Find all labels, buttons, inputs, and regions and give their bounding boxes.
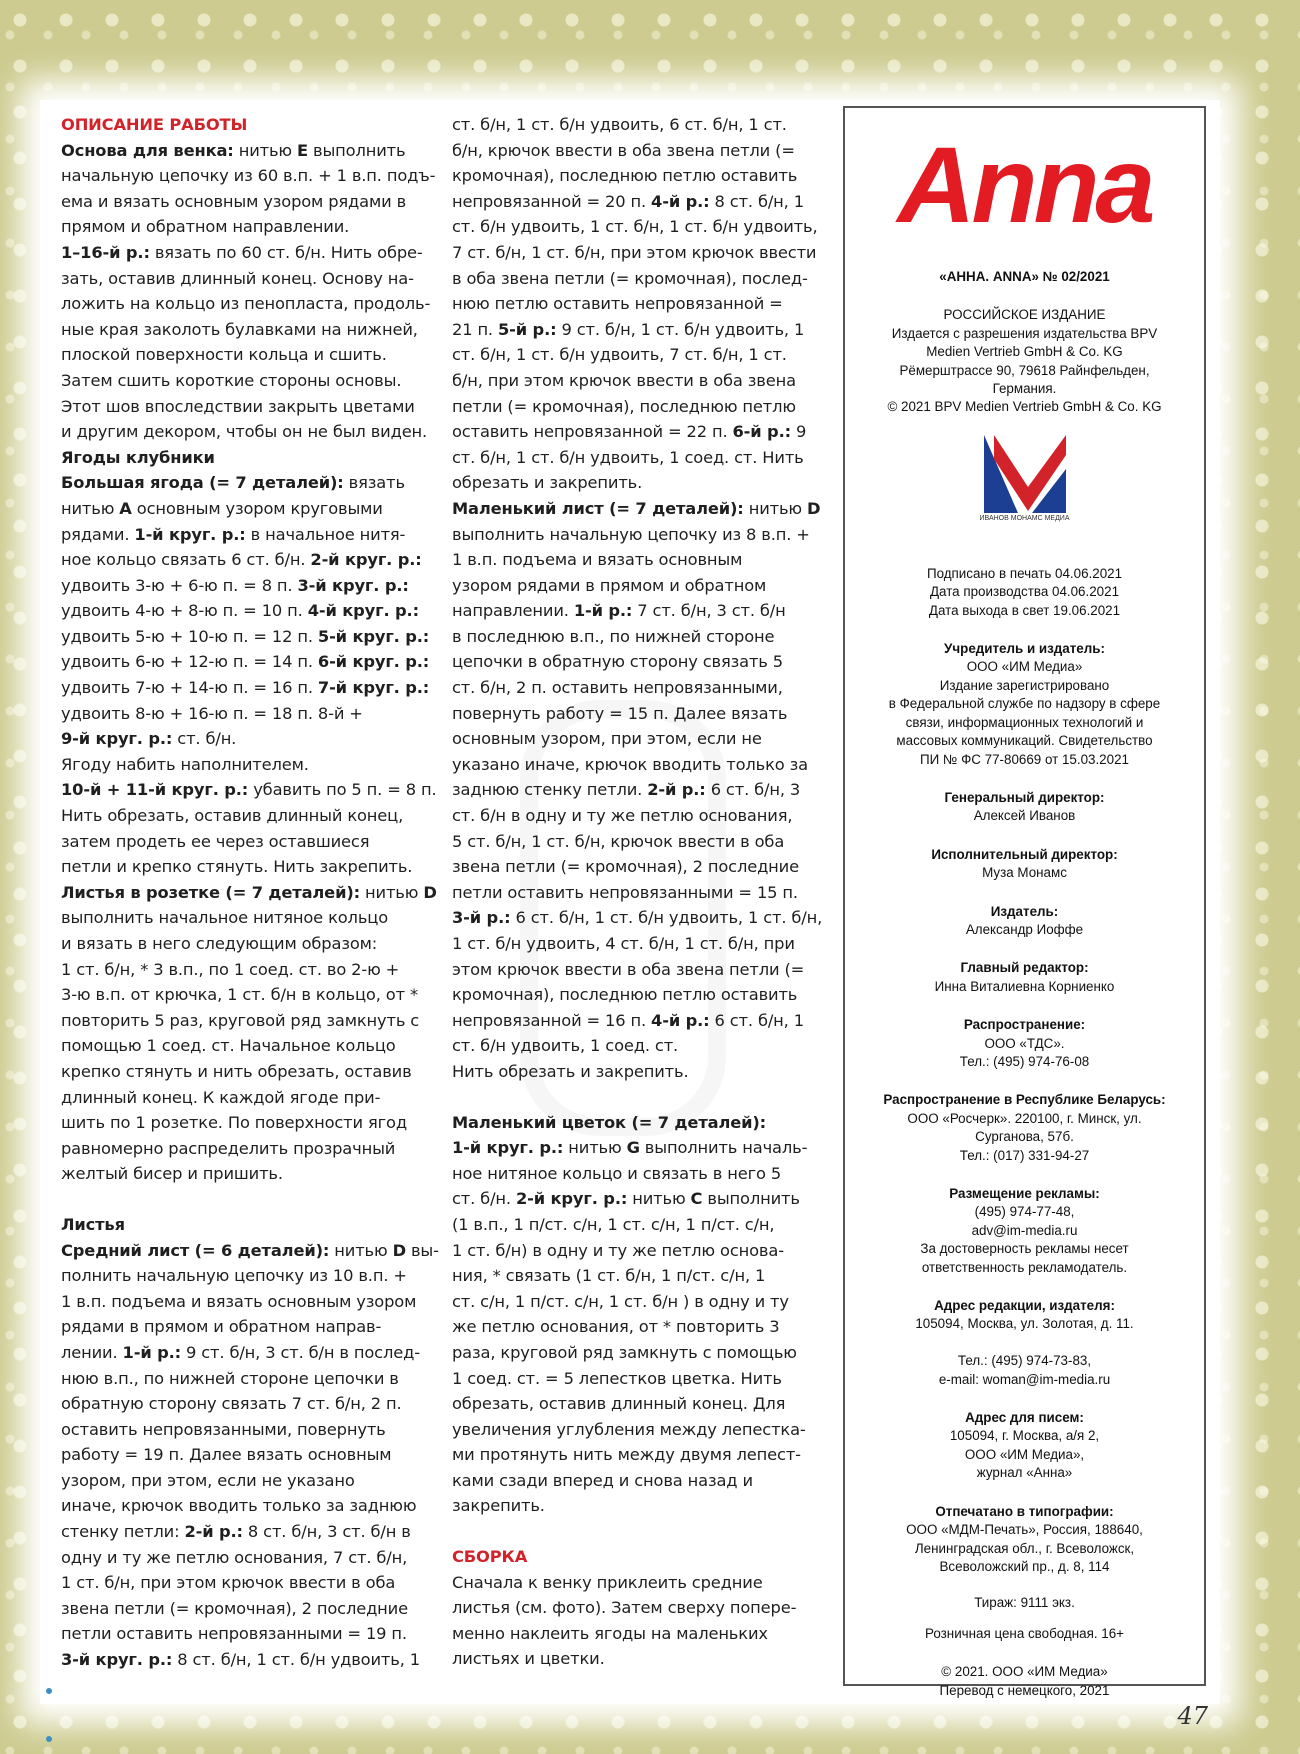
text-line: петли (= кромочная), последнюю петлю [452, 396, 796, 416]
text-line: ные края заколоть булавками на нижней, [61, 319, 418, 339]
imprint-line: Дата производства 04.06.2021 [929, 584, 1120, 600]
imprint-line: ООО «ИМ Медиа», [964, 1446, 1085, 1462]
text-line: в оба звена петли (= кромочная), послед- [452, 268, 808, 288]
bold-run: D [392, 1240, 406, 1260]
bold-run: 2-й р.: [647, 780, 706, 800]
subheading: Листья [61, 1214, 125, 1234]
text-run: убавить по 5 п. = 8 п. [248, 780, 437, 800]
imprint-block-title: Издатель: [990, 903, 1059, 919]
bold-run: 1–16-й р.: [61, 242, 150, 262]
text-line: этом крючок ввести в оба звена петли (= [452, 959, 805, 979]
text-run: выполнить [307, 140, 406, 160]
imprint-line: в Федеральной службе по надзору в сфере [888, 696, 1161, 712]
text-line [61, 496, 436, 522]
text-line [61, 726, 436, 752]
text-line: ками сзади вперед и снова назад и [452, 1470, 753, 1490]
text-line: оставить непровязанными, повернуть [61, 1419, 386, 1439]
bold-run: С [690, 1189, 703, 1209]
text-line [61, 624, 436, 650]
imprint-line: © 2021 BPV Medien Vertrieb GmbH & Co. KG [887, 399, 1162, 415]
text-line: Затем сшить короткие стороны основы. [61, 370, 402, 390]
publisher-logo-icon [984, 435, 1066, 513]
imprint-block-title: Адрес для писем: [965, 1410, 1084, 1426]
text-line: равномерно распределить прозрачный [61, 1138, 396, 1158]
bold-run: 9-й круг. р.: [61, 729, 173, 749]
imprint-line [845, 1334, 1204, 1352]
text-line: петли оставить непровязанными = 19 п. [61, 1624, 407, 1644]
text-line: раза, круговой ряд замкнуть с помощью [452, 1342, 797, 1362]
text-run: ст. б/н. [452, 1189, 516, 1209]
bold-run: 5-й круг. р.: [317, 626, 430, 646]
bold-run: 1-й круг. р.: [134, 524, 246, 544]
column-middle [452, 112, 824, 1672]
bold-run: 4-й круг. р.: [307, 601, 419, 621]
text-line: выполнить начальную цепочку из 8 в.п. + [452, 524, 810, 544]
text-line: Этот шов впоследствии закрыть цветами [61, 396, 415, 416]
text-line: 1 в.п. подъема и вязать основным [452, 550, 743, 570]
text-line: кромочная), последнюю петлю оставить [452, 985, 798, 1005]
text-line: ст. б/н удвоить, 1 ст. б/н, 1 ст. б/н удвоить, [452, 217, 818, 237]
text-line [452, 317, 824, 343]
imprint-block [845, 640, 1204, 769]
anna-logo: Anna [897, 124, 1152, 245]
text-line: ложить на кольцо из пенопласта, продоль- [61, 294, 431, 314]
imprint-line: Тел.: (495) 974-76-08 [959, 1053, 1090, 1069]
text-line: менно наклеить ягоды на маленьких [452, 1623, 768, 1643]
imprint-block [845, 1625, 1204, 1643]
imprint-line: Подписано в печать 04.06.2021 [926, 565, 1123, 581]
imprint-line: Издание зарегистрировано [939, 677, 1110, 693]
imprint-line: Рёмерштрассе 90, 79618 Райнфельден, [899, 362, 1150, 378]
bold-run: 2-й круг. р.: [515, 1189, 628, 1209]
section-heading: ОПИСАНИЕ РАБОТЫ [61, 115, 248, 134]
text-line: Нить обрезать, оставив длинный конец, [61, 806, 404, 826]
bold-run: 2-й р.: [184, 1522, 243, 1542]
text-run: вязать по 60 ст. б/н. Нить обре- [149, 242, 423, 262]
subheading: Маленький цветок (= 7 деталей): [452, 1112, 767, 1132]
imprint-line: adv@im-media.ru [971, 1222, 1078, 1238]
imprint-block [845, 1185, 1204, 1277]
section-heading: СБОРКА [452, 1547, 528, 1567]
text-line: листьях и цветки. [452, 1649, 605, 1669]
issue-title: «АННА. ANNA» № 02/2021 [939, 269, 1110, 284]
text-line: звена петли (= кромочная), 2 последние [452, 857, 799, 877]
text-line [61, 675, 436, 701]
text-run: в начальное нитя- [245, 524, 406, 544]
text-run: стенку петли: [61, 1522, 185, 1542]
text-line: и вязать в него следующим образом: [61, 934, 378, 953]
text-run: выполнить [702, 1189, 800, 1209]
imprint-block-title: Распространение в Республике Беларусь: [883, 1092, 1166, 1108]
text-run: непровязанной = 20 п. [452, 191, 652, 211]
imprint-line: Издается с разрешения издательства BPV [891, 325, 1158, 341]
text-run: удвоить 7-ю + 14-ю п. = 16 п. [61, 678, 318, 698]
text-run: нитью [563, 1138, 627, 1158]
bold-run: А [119, 498, 132, 518]
text-run: непровязанной = 16 п. [452, 1010, 652, 1030]
imprint-line: Германия. [992, 381, 1057, 397]
imprint-block [845, 1016, 1204, 1071]
text-line: работу = 19 п. Далее вязать основным [61, 1445, 392, 1465]
text-line [61, 649, 436, 675]
imprint-line: 105094, г. Москва, а/я 2, [949, 1428, 1100, 1444]
text-run: нитью [61, 498, 120, 518]
imprint-line: массовых коммуникаций. Свидетельство [896, 733, 1153, 749]
text-run: 9 [790, 422, 807, 442]
text-run: 7 ст. б/н, 3 ст. б/н [632, 601, 786, 621]
text-line: повернуть работу = 15 п. Далее вязать [452, 703, 788, 723]
text-line: листья (см. фото). Затем сверху попере- [452, 1598, 797, 1618]
text-line: же петлю основания, от * повторить 3 [452, 1317, 780, 1337]
imprint-line: (495) 974-77-48, [974, 1204, 1075, 1220]
text-line: ми протянуть нить между двумя лепест- [452, 1445, 801, 1465]
bold-run: Средний лист (= 6 деталей): [61, 1240, 330, 1260]
text-line: длинный конец. К каждой ягоде при- [61, 1087, 381, 1107]
imprint-block-title: Главный редактор: [960, 960, 1089, 976]
imprint-block-title: Учредитель и издатель: [944, 641, 1105, 657]
publisher-mark: ИВАНОВ МОНАМС МЕДИА [970, 435, 1080, 545]
text-run: 8 ст. б/н, 3 ст. б/н в [242, 1522, 411, 1542]
print-dates [845, 565, 1204, 620]
imprint-line: Medien Vertrieb GmbH & Co. KG [926, 344, 1123, 360]
text-line: петли оставить непровязанными = 15 п. [452, 882, 798, 902]
text-line: 1 ст. б/н, при этом крючок ввести в оба [61, 1573, 396, 1593]
text-line: одну и ту же петлю основания, 7 ст. б/н, [61, 1547, 408, 1567]
text-run: нитью [360, 882, 424, 902]
text-line: звена петли (= кромочная), 2 последние [61, 1598, 408, 1618]
bold-run: 6-й круг. р.: [317, 652, 430, 672]
bold-run: Основа для венка: [61, 140, 234, 160]
text-line [61, 1519, 436, 1545]
text-run: нитью [329, 1240, 393, 1260]
edition-info [845, 306, 1204, 416]
text-line [61, 547, 436, 573]
text-line [452, 598, 824, 624]
text-line: закрепить. [452, 1496, 545, 1516]
text-line [452, 189, 824, 215]
imprint-block [845, 789, 1204, 826]
text-line: узором, при этом, если не указано [61, 1470, 355, 1490]
imprint-block [845, 903, 1204, 940]
text-line: удвоить 8-ю + 16-ю п. = 18 п. 8-й + [61, 703, 363, 723]
text-line: 5 ст. б/н, 1 ст. б/н, крючок ввести в оба [452, 831, 785, 851]
text-run: нитью [627, 1189, 691, 1209]
column-left [61, 112, 439, 1673]
imprint-line: Тел.: (017) 331-94-27 [959, 1147, 1090, 1163]
text-line: обрезать, оставив длинный конец. Для [452, 1394, 786, 1414]
text-line [61, 1647, 436, 1673]
text-line [61, 1238, 439, 1264]
text-line [61, 573, 436, 599]
imprint-line: ООО «ИМ Медиа» [966, 659, 1083, 675]
imprint-line: Александр Иоффе [965, 921, 1084, 937]
text-line: петли и крепко стянуть. Нить закрепить. [61, 857, 413, 877]
imprint-block-title: Размещение рекламы: [949, 1186, 1100, 1201]
text-line [61, 470, 436, 496]
text-line: повторить 5 раз, круговой ряд замкнуть с [61, 1010, 420, 1030]
text-run: 9 ст. б/н, 3 ст. б/н в послед- [181, 1342, 420, 1362]
imprint-line: Алексей Иванов [973, 808, 1076, 824]
imprint-blocks [845, 640, 1204, 1700]
bold-run: 3-й р.: [452, 908, 511, 928]
imprint-line: Тираж: 9111 экз. [974, 1595, 1075, 1611]
bold-run: 1-й р.: [573, 601, 633, 621]
text-line: ст. б/н, 2 п. оставить непровязанными, [452, 678, 783, 698]
bold-run: 5-й р.: [498, 319, 557, 339]
text-run: рядами. [61, 524, 135, 544]
imprint-block [845, 1409, 1204, 1483]
imprint-block [845, 846, 1204, 883]
text-line: ст. б/н, 1 ст. б/н удвоить, 7 ст. б/н, 1 ст. [452, 345, 787, 365]
imprint-line: РОССИЙСКОЕ ИЗДАНИЕ [943, 307, 1106, 323]
text-run: лении. [61, 1342, 123, 1362]
text-run: заднюю стенку петли. [452, 780, 648, 800]
text-run: ное кольцо связать 6 ст. б/н. [61, 550, 311, 570]
imprint-line: Всеволожский пр., д. 8, 114 [939, 1558, 1110, 1574]
text-line: цепочки в обратную сторону связать 5 [452, 652, 783, 672]
imprint-block-title: Отпечатано в типографии: [935, 1503, 1114, 1519]
imprint-line: Розничная цена свободная. 16+ [925, 1625, 1124, 1641]
text-run: удвоить 4-ю + 8-ю п. = 10 п. [61, 601, 308, 621]
text-run: нитью [743, 498, 807, 518]
text-line: полнить начальную цепочку из 10 в.п. + [61, 1266, 407, 1286]
text-run: 9 ст. б/н, 1 ст. б/н удвоить, 1 [556, 319, 805, 339]
text-run: удвоить 6-ю + 12-ю п. = 14 п. [61, 652, 318, 672]
text-run: 8 ст. б/н, 1 ст. б/н удвоить, 1 [172, 1650, 420, 1670]
text-line: ст. б/н удвоить, 1 соед. ст. [452, 1036, 679, 1056]
imprint-line: Муза Монамс [982, 865, 1067, 881]
text-line: плоской поверхности кольца и сшить. [61, 345, 387, 365]
text-line: б/н, крючок ввести в оба звена петли (= [452, 140, 795, 160]
imprint-block-title: Распространение: [963, 1017, 1086, 1033]
bold-run: Листья в розетке (= 7 деталей): [61, 882, 360, 902]
text-line: 1 ст. б/н, * 3 в.п., по 1 соед. ст. во 2-ю + [61, 959, 400, 979]
text-line: Нить обрезать и закрепить. [452, 1061, 689, 1081]
text-line: ема и вязать основным узором рядами в [61, 191, 407, 211]
text-line [452, 496, 824, 522]
text-line [61, 138, 436, 164]
text-line: (1 в.п., 1 п/ст. с/н, 1 ст. с/н, 1 п/ст. с/н, [452, 1214, 775, 1234]
imprint-line: журнал «Анна» [976, 1465, 1073, 1481]
imprint-line: Тел.: (495) 974-73-83, [957, 1353, 1092, 1369]
imprint-block [845, 1297, 1204, 1389]
text-line: и другим декором, чтобы он не был виден. [61, 422, 428, 442]
text-line: помощью 1 соед. ст. Начальное кольцо [61, 1036, 396, 1056]
text-run: 6 ст. б/н, 3 [705, 780, 801, 800]
text-run: вязать [343, 473, 405, 493]
text-line: крепко стянуть и нить обрезать, оставив [61, 1061, 412, 1081]
text-line: зать, оставив длинный конец. Основу на- [61, 268, 414, 288]
text-line: ст. б/н, 1 ст. б/н удвоить, 1 соед. ст. Нить [452, 447, 804, 467]
bold-run: D [423, 882, 437, 902]
text-line: выполнить начальное нитяное кольцо [61, 908, 389, 928]
text-line: иначе, крючок вводить только за заднюю [61, 1496, 417, 1516]
text-line: основным узором, при этом, если не [452, 729, 762, 749]
bold-run: Большая ягода (= 7 деталей): [61, 473, 344, 493]
text-run: ст. б/н. [172, 729, 237, 749]
text-line: ное нитяное кольцо и связать в него 5 [452, 1163, 782, 1183]
imprint-box [843, 106, 1206, 1698]
text-line: 1 ст. б/н) в одну и ту же петлю основа- [452, 1240, 784, 1260]
imprint-line: Перевод с немецкого, 2021 [939, 1682, 1110, 1698]
text-line [61, 777, 436, 803]
bold-run: G [626, 1138, 640, 1158]
bold-run: 6-й р.: [732, 422, 791, 442]
text-line: Ягоду набить наполнителем. [61, 754, 309, 774]
text-line: б/н, при этом крючок ввести в оба звена [452, 370, 796, 390]
text-line [452, 777, 824, 803]
text-line: ст. б/н, 1 ст. б/н удвоить, 6 ст. б/н, 1 ст. [452, 115, 787, 134]
text-line: затем продеть ее через оставшиеся [61, 831, 370, 851]
text-line: начальную цепочку из 60 в.п. + 1 в.п. подъ- [61, 166, 436, 186]
text-line: ст. с/н, 1 п/ст. с/н, 1 ст. б/н ) в одну и ту [452, 1291, 789, 1311]
text-line: 1 в.п. подъема и вязать основным узором [61, 1291, 417, 1311]
text-run: выполнить началь- [639, 1138, 808, 1158]
text-line [452, 1008, 824, 1034]
imprint-line: e-mail: woman@im-media.ru [938, 1371, 1111, 1387]
imprint-line: Сурганова, 57б. [975, 1129, 1074, 1145]
text-line: Сначала к венку приклеить средние [452, 1572, 763, 1592]
text-line: указано иначе, крючок вводить только за [452, 754, 808, 774]
text-line: ния, * связать (1 ст. б/н, 1 п/ст. с/н, 1 [452, 1266, 766, 1286]
text-line [61, 1340, 436, 1366]
bold-run: 1-й круг. р.: [452, 1138, 564, 1158]
text-line [452, 419, 824, 445]
text-line: рядами в прямом и обратном направ- [61, 1317, 382, 1337]
text-line: увеличения углубления между лепестка- [452, 1419, 806, 1439]
imprint-line: связи, информационных технологий и [905, 714, 1144, 730]
bold-run: 4-й р.: [651, 1010, 710, 1030]
text-line [61, 240, 436, 266]
bold-run: 3-й круг. р.: [61, 1650, 173, 1670]
imprint-line: Инна Виталиевна Корниенко [934, 978, 1115, 994]
text-run: направлении. [452, 601, 574, 621]
text-line: обрезать и закрепить. [452, 473, 643, 493]
imprint-block-title: Исполнительный директор: [931, 846, 1118, 862]
imprint-line: За достоверность рекламы несет [920, 1241, 1129, 1257]
imprint-line: Дата выхода в свет 19.06.2021 [928, 602, 1121, 618]
text-line: в последнюю в.п., по нижней стороне [452, 626, 775, 646]
bullet-dot [46, 1736, 52, 1742]
imprint-line: ООО «Росчерк». 220100, г. Минск, ул. [907, 1110, 1142, 1126]
spacer [452, 1085, 824, 1110]
text-run: 8 ст. б/н, 1 [709, 191, 804, 211]
imprint-block-title: Адрес редакции, издателя: [934, 1298, 1115, 1314]
imprint-block [845, 1594, 1204, 1612]
imprint-block [845, 1503, 1204, 1577]
text-run: удвоить 3-ю + 6-ю п. = 8 п. [61, 575, 298, 595]
text-line: 3-ю в.п. от крючка, 1 ст. б/н в кольцо, от * [61, 985, 418, 1005]
imprint-line: © 2021. ООО «ИМ Медиа» [941, 1664, 1108, 1680]
imprint-line: ПИ № ФС 77-80669 от 15.03.2021 [920, 751, 1129, 767]
imprint-block [845, 1091, 1204, 1165]
imprint-block [845, 1663, 1204, 1700]
text-line: нюю петлю оставить непровязанной = [452, 294, 783, 314]
text-run: 21 п. [452, 319, 498, 339]
bold-run: 10-й + 11-й круг. р.: [61, 780, 249, 800]
bullet-dot [46, 1688, 52, 1694]
text-line: прямом и обратном направлении. [61, 217, 350, 237]
imprint-block-title: Генеральный директор: [944, 789, 1105, 805]
text-line: желтый бисер и пришить. [61, 1164, 283, 1184]
text-line [61, 880, 436, 906]
text-line [61, 598, 436, 624]
text-line: нюю в.п., по нижней стороне цепочки в [61, 1368, 399, 1388]
bold-run: Е [297, 140, 308, 160]
bold-run: 7-й круг. р.: [317, 678, 430, 698]
text-line: шить по 1 розетке. По поверхности ягод [61, 1113, 407, 1133]
subheading: Ягоды клубники [61, 447, 215, 467]
text-line: 1 соед. ст. = 5 лепестков цветка. Нить [452, 1368, 782, 1388]
text-line [452, 1186, 824, 1212]
imprint-line: Ленинградская обл., г. Всеволожск, [914, 1540, 1135, 1556]
bold-run: 2-й круг. р.: [310, 550, 422, 570]
text-run: вы- [405, 1240, 439, 1260]
text-line: 7 ст. б/н, 1 ст. б/н, при этом крючок ввести [452, 242, 817, 262]
imprint-line: ООО «ТДС». [984, 1035, 1065, 1051]
bold-run: Маленький лист (= 7 деталей): [452, 498, 744, 518]
text-run: основным узором круговыми [131, 498, 383, 518]
text-line [61, 522, 436, 548]
imprint-block [845, 959, 1204, 996]
text-line: ст. б/н в одну и ту же петлю основания, [452, 806, 793, 826]
text-line [452, 905, 824, 931]
page-number: 47 [1177, 1702, 1208, 1730]
text-run: 6 ст. б/н, 1 ст. б/н удвоить, 1 ст. б/н, [510, 908, 823, 928]
bold-run: D [806, 498, 821, 518]
text-run: оставить непровязанной = 22 п. [452, 422, 733, 442]
text-run: нитью [233, 140, 297, 160]
text-line [452, 1135, 824, 1161]
text-line: кромочная), последнюю петлю оставить [452, 166, 798, 186]
spacer [61, 1187, 436, 1212]
text-run: удвоить 5-ю + 10-ю п. = 12 п. [61, 626, 318, 646]
bold-run: 1-й р.: [122, 1342, 181, 1362]
text-run: 6 ст. б/н, 1 [709, 1010, 804, 1030]
bold-run: 4-й р.: [651, 191, 710, 211]
spacer [452, 1519, 824, 1544]
imprint-line: ООО «МДМ-Печать», Россия, 188640, [906, 1522, 1143, 1538]
text-line: узором рядами в прямом и обратном [452, 575, 767, 595]
bold-run: 3-й круг. р.: [297, 575, 409, 595]
imprint-line: 105094, Москва, ул. Золотая, д. 11. [915, 1316, 1134, 1332]
text-line: обратную сторону связать 7 ст. б/н, 2 п. [61, 1394, 402, 1414]
text-line: 1 ст. б/н удвоить, 4 ст. б/н, 1 ст. б/н, при [452, 934, 795, 953]
imprint-line: ответственность рекламодатель. [921, 1259, 1128, 1275]
